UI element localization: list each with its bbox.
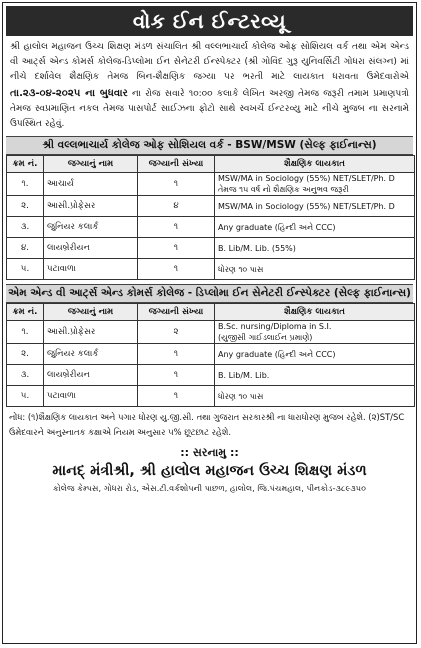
row-post: લાયબ્રેરીયન bbox=[44, 238, 138, 259]
row-qualification: B. Lib/M. Lib. bbox=[215, 365, 415, 386]
table-row bbox=[7, 196, 415, 217]
row-count: ૧ bbox=[138, 344, 215, 365]
row-count: ૨ bbox=[138, 321, 215, 344]
row-post: પટાવાળા bbox=[44, 259, 138, 280]
table-row bbox=[7, 386, 415, 407]
row-post: આસી.પ્રોફેસર bbox=[44, 196, 138, 217]
table-row bbox=[7, 365, 415, 386]
row-no: ૧. bbox=[7, 173, 44, 196]
row-post: પટાવાળા bbox=[44, 386, 138, 407]
row-qualification bbox=[215, 321, 415, 344]
advertisement bbox=[2, 2, 417, 644]
address-name: માનદ્ મંત્રીશ્રી, શ્રી હાલોલ મહાજન ઉચ્ચ શિક્ષણ મંડળ bbox=[52, 463, 367, 480]
qualification-line-2: (યુજીસી ગાઈડલાઈન પ્રમાણે) bbox=[218, 333, 313, 343]
row-post: જુનિયર કલાર્ક bbox=[44, 217, 138, 238]
row-qualification bbox=[215, 173, 415, 196]
row-no: ૩. bbox=[7, 365, 44, 386]
row-count: ૧ bbox=[138, 259, 215, 280]
row-count: ૧ bbox=[138, 365, 215, 386]
table-row bbox=[7, 259, 415, 280]
row-no: ૫. bbox=[7, 386, 44, 407]
row-post: જુનિયર કલાર્ક bbox=[44, 344, 138, 365]
ad-title: વોક ઈન ઈન્ટરવ્યૂ bbox=[6, 6, 413, 36]
row-post: આસી.પ્રોફેસર bbox=[44, 321, 138, 344]
col-header-post: જગ્યાનું નામ bbox=[44, 156, 138, 173]
table-row bbox=[7, 217, 415, 238]
row-count: ૧ bbox=[138, 386, 215, 407]
col-header-count: જગ્યાની સંખ્યા bbox=[138, 156, 215, 173]
row-count: ૧ bbox=[138, 173, 215, 196]
row-qualification: ધોરણ ૧૦ પાસ bbox=[215, 259, 415, 280]
row-no: ૧. bbox=[7, 321, 44, 344]
row-no: ૫. bbox=[7, 259, 44, 280]
row-qualification: ધોરણ ૧૦ પાસ bbox=[215, 386, 415, 407]
intro-text-end: ના રોજ સવારે ૧૦:૦૦ કલાકે લેખિત અરજી તેમજ જરૂરી તમામ પ્રમાણપત્રો તેમજ સ્વપ્રમાણિત નકલ તેમજ પાસપોર્ટ સાઈઝના ફોટો સાથે સ્વખર્ચે ઈન્ટરવ્યુ માટે નીચે મુજબ ના સરનામે ઉપસ્થિત રહેવું. bbox=[10, 88, 409, 130]
address-heading: :: સરનામુ :: bbox=[180, 446, 239, 460]
row-count: ૧ bbox=[138, 217, 215, 238]
posts-table-social-work bbox=[6, 155, 415, 280]
row-post: લાયબ્રેરીયન bbox=[44, 365, 138, 386]
intro-paragraph bbox=[10, 40, 409, 132]
row-no: ૨. bbox=[7, 344, 44, 365]
col-header-qualification: શૈક્ષણિક લાયકાત bbox=[215, 304, 415, 321]
col-header-post: જગ્યાનું નામ bbox=[44, 304, 138, 321]
section-heading-sanitary-inspector: એમ એન્ડ વી આર્ટ્સ એન્ડ કોમર્સ કોલેજ - ડિપ્લોમા ઈન સેનેટરી ઈન્સ્પેક્ટર (સેલ્ફ ફાઈનાન્સ) bbox=[6, 284, 413, 303]
row-no: ૪. bbox=[7, 238, 44, 259]
row-qualification: B. Lib/M. Lib. (55%) bbox=[215, 238, 415, 259]
row-qualification: Any graduate (હિન્દી અને CCC) bbox=[215, 217, 415, 238]
intro-text: શ્રી હાલોલ મહાજન ઉચ્ચ શિક્ષણ મંડળ સંચાલિત શ્રી વલ્લભાચાર્ય કોલેજ ઓફ સોશિયલ વર્ક તથા એમ એન્ડ વી આર્ટ્સ એન્ડ કોમર્સ કોલેજ-ડિપ્લોમા ઈન સેનેટરી ઈન્સ્પેક્ટર (શ્રી ગોવિંદ ગુરૂ યુનિવર્સિટી ગોધરા સંલગ્ન) માં નીચે દર્શાવેલ શૈક્ષણિક તેમજ બિન-શૈક્ષણિક જગ્યા પર ભરતી માટે લાયકાત ધરાવતા ઉમેદવારોએ bbox=[10, 42, 409, 83]
section-heading-social-work: શ્રી વલ્લભાચાર્ય કોલેજ ઓફ સોશિયલ વર્ક - BSW/MSW (સેલ્ફ ફાઈનાન્સ) bbox=[6, 136, 413, 155]
row-count: ૪ bbox=[138, 196, 215, 217]
table-header-row bbox=[7, 156, 415, 173]
interview-date: તા.૨૩-૦૪-૨૦૨૫ ના બુધવાર bbox=[10, 87, 128, 99]
row-no: ૩. bbox=[7, 217, 44, 238]
address-line: કોલેજ કેમ્પસ, ગોધરા રોડ, એસ.ટી.વર્કશોપની પાછળ, હાલોલ, જિ.પંચમહાલ, પીનકોડ-૩૮૯૩૫૦ bbox=[52, 483, 367, 494]
table-row bbox=[7, 321, 415, 344]
col-header-qualification: શૈક્ષણિક લાયકાત bbox=[215, 156, 415, 173]
note-text: નોંધ: (૧)શૈક્ષણિક લાયકાત અને પગાર ધોરણ યુ.જી.સી. તથા ગુજરાત સરકારશ્રી ના ધારાધોરણ મુજબ રહેશે. (૨)ST/SC ઉમેદવારને અનુસ્નાતક કક્ષાએ નિયમ અનુસાર ૫% છૂટછાટ રહેશે. bbox=[9, 412, 405, 438]
qualification-line: MSW/MA in Sociology (55%) NET/SLET/Ph. D bbox=[218, 174, 395, 184]
col-header-no: ક્રમ નં. bbox=[7, 304, 44, 321]
row-no: ૨. bbox=[7, 196, 44, 217]
row-qualification: MSW/MA in Sociology (55%) NET/SLET/Ph. D bbox=[215, 196, 415, 217]
row-count: ૧ bbox=[138, 238, 215, 259]
posts-table-sanitary-inspector bbox=[6, 303, 415, 407]
row-qualification: Any graduate (હિન્દી અને CCC) bbox=[215, 344, 415, 365]
col-header-count: જગ્યાની સંખ્યા bbox=[138, 304, 215, 321]
table-row bbox=[7, 238, 415, 259]
row-post: આચાર્ય bbox=[44, 173, 138, 196]
col-header-no: ક્રમ નં. bbox=[7, 156, 44, 173]
table-row bbox=[7, 173, 415, 196]
qualification-line-2: તેમજ ૧૫ વર્ષ નો શૈક્ષણિક અનુભવ જરૂરી bbox=[218, 185, 349, 195]
table-header-row bbox=[7, 304, 415, 321]
table-row bbox=[7, 344, 415, 365]
qualification-line: B.Sc. nursing/Diploma in S.I. bbox=[218, 322, 332, 332]
